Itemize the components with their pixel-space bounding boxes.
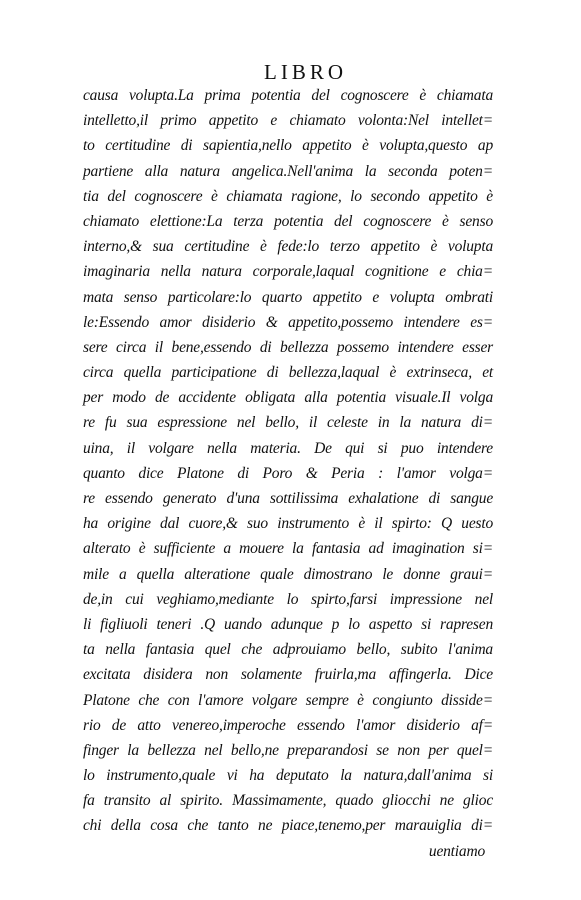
text-line: fa transito al spirito. Massimamente, quado gliocchi ne glioc	[83, 792, 493, 810]
text-line: ta nella fantasia quel che adprouiamo bello, subito l'anima	[83, 641, 493, 659]
text-line: alterato è sufficiente a mouere la fantasia ad imagination si=	[83, 540, 493, 558]
text-line: circa quella participatione di bellezza,laqual è extrinseca, et	[83, 364, 493, 382]
text-line: to certitudine di sapientia,nello appetito è volupta,questo ap	[83, 137, 493, 155]
text-line: sere circa il bene,essendo di bellezza possemo intendere esser	[83, 338, 493, 356]
text-line: intelletto,il primo appetito e chiamato volonta:Nel intellet=	[83, 112, 493, 130]
text-line: le:Essendo amor disiderio & appetito,possemo intendere es=	[83, 313, 493, 331]
text-line: ha origine dal cuore,& suo instrumento è il spirto: Q uesto	[83, 515, 493, 533]
text-line: tia del cognoscere è chiamata ragione, lo secondo appetito è	[83, 187, 493, 205]
text-line: uina, il volgare nella materia. De qui si puo intendere	[83, 439, 493, 457]
running-head: LIBRO	[264, 60, 347, 84]
text-line: chi della cosa che tanto ne piace,tenemo,per marauiglia di=	[83, 817, 493, 835]
text-line: re essendo generato d'una sottilissima exhalatione di sangue	[83, 490, 493, 507]
text-line: partiene alla natura angelica.Nell'anima la seconda poten=	[83, 162, 493, 180]
text-line: de,in cui veghiamo,mediante lo spirto,farsi impressione nel	[83, 590, 493, 608]
text-line: per modo de accidente obligata alla potentia visuale.Il volga	[83, 389, 493, 407]
text-line: chiamato elettione:La terza potentia del cognoscere è senso	[83, 212, 493, 230]
text-line: Platone che con l'amore volgare sempre è congiunto disside=	[83, 691, 493, 709]
text-line: re fu sua espressione nel bello, il celeste in la natura di=	[83, 414, 493, 432]
text-line: causa volupta.La prima potentia del cognoscere è chiamata	[83, 87, 493, 104]
text-line: li figliuoli teneri .Q uando adunque p lo aspetto si rapresen	[83, 615, 493, 633]
text-line: imaginaria nella natura corporale,laqual cognitione e chia=	[83, 263, 493, 281]
text-line: rio de atto venereo,imperoche essendo l'amor disiderio af=	[83, 716, 493, 734]
text-line: mata senso particolare:lo quarto appetito e volupta ombrati	[83, 288, 493, 306]
text-line: finger la bellezza nel bello,ne preparandosi se non per quel=	[83, 741, 493, 759]
text-line: lo instrumento,quale vi ha deputato la natura,dall'anima si	[83, 767, 493, 785]
text-line: mile a quella alteratione quale dimostrano le donne graui=	[83, 565, 493, 583]
text-line: interno,& sua certitudine è fede:lo terzo appetito è volupta	[83, 238, 493, 256]
text-line: uentiamo	[428, 842, 485, 860]
text-block	[83, 83, 493, 864]
text-line: excitata disidera non solamente fruirla,ma affingerla. Dice	[83, 666, 493, 684]
text-line: quanto dice Platone di Poro & Peria : l'amor volga=	[83, 464, 493, 482]
